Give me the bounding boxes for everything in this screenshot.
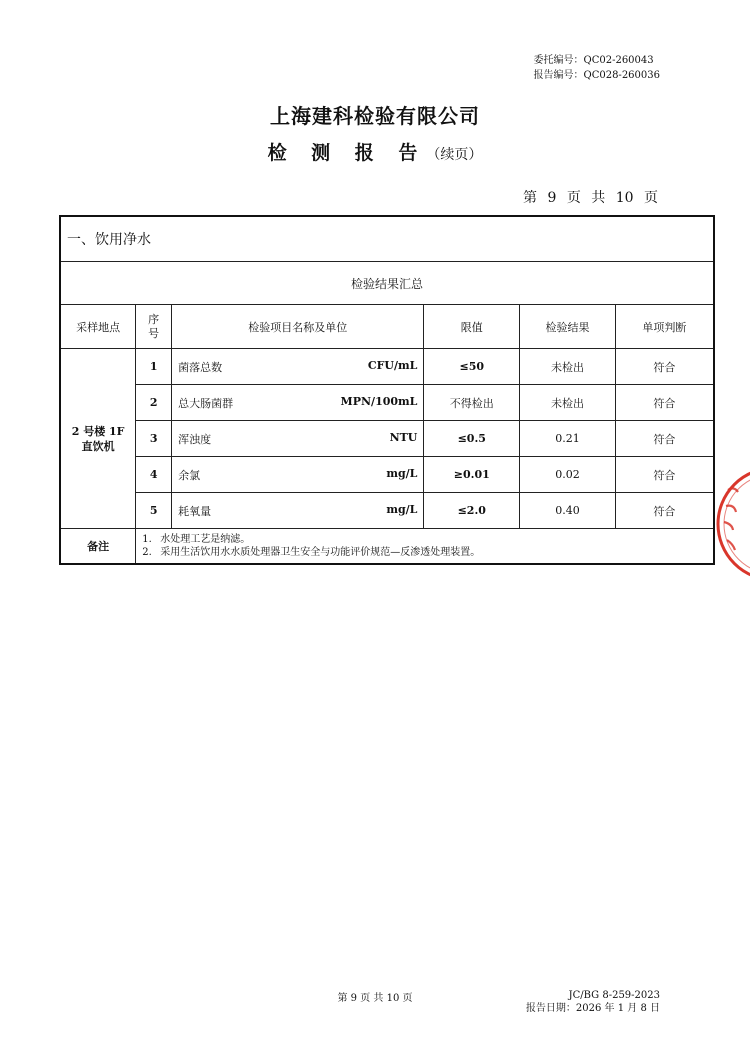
row-limit: ≤2.0 [424, 493, 520, 529]
footer-report-date: 报告日期：2026 年 1 月 8 日 [525, 1003, 660, 1014]
item-name: 浑浊度 [178, 432, 212, 446]
note-item [142, 533, 707, 546]
row-judgment: 符合 [615, 421, 714, 457]
row-judgment: 符合 [615, 493, 714, 529]
note-number: 1. [142, 534, 152, 545]
footer-doc-code: JC/BG 8-259-2023 [568, 990, 660, 1001]
note-item [142, 546, 707, 559]
col-limit-header: 限值 [424, 305, 520, 349]
location-line1: 2 号楼 1F [71, 424, 125, 438]
footer-page-indicator: 第 9 页 共 10 页 [337, 993, 413, 1004]
item-name: 菌落总数 [178, 360, 223, 374]
commission-number: 委托编号：QC02-260043 [533, 55, 654, 66]
item-name: 总大肠菌群 [178, 396, 234, 410]
note-text: 采用生活饮用水水质处理器卫生安全与功能评价规范—反渗透处理装置。 [160, 547, 481, 558]
notes-content [136, 529, 714, 565]
summary-title: 检验结果汇总 [60, 262, 714, 305]
col-seq-header-text: 序号 [148, 312, 160, 340]
row-result: 0.40 [520, 493, 616, 529]
table-row [60, 421, 714, 457]
seal-ring [718, 468, 750, 580]
col-result-header: 检验结果 [520, 305, 616, 349]
notes-row [60, 529, 714, 565]
results-table [59, 215, 715, 565]
table-row [60, 493, 714, 529]
notes-label: 备注 [60, 529, 136, 565]
item-unit: mg/L [386, 466, 418, 480]
report-title-suffix: （续页） [426, 147, 483, 163]
row-judgment: 符合 [615, 349, 714, 385]
item-unit: mg/L [386, 502, 418, 516]
row-item [172, 349, 424, 385]
row-result: 0.02 [520, 457, 616, 493]
row-item [172, 493, 424, 529]
footer-info [526, 989, 660, 1015]
page-indicator: 第 9 页 共 10 页 [523, 190, 658, 206]
item-unit: NTU [389, 430, 418, 444]
row-result: 未检出 [520, 349, 616, 385]
sampling-location [60, 349, 136, 529]
row-seq: 3 [136, 421, 172, 457]
row-limit: 不得检出 [424, 385, 520, 421]
row-limit: ≤0.5 [424, 421, 520, 457]
report-title [0, 138, 750, 165]
row-seq: 5 [136, 493, 172, 529]
report-number: 报告编号：QC028-260036 [533, 70, 660, 81]
col-judgment-header: 单项判断 [615, 305, 714, 349]
table-row [60, 385, 714, 421]
table-header-row [60, 305, 714, 349]
item-unit: MPN/100mL [340, 394, 418, 408]
official-seal-stamp [692, 462, 750, 592]
row-seq: 2 [136, 385, 172, 421]
row-limit: ≤50 [424, 349, 520, 385]
row-item [172, 385, 424, 421]
row-result: 未检出 [520, 385, 616, 421]
section-title: 一、饮用净水 [60, 216, 714, 262]
table-row [60, 349, 714, 385]
row-judgment: 符合 [615, 385, 714, 421]
report-meta [534, 53, 661, 83]
col-location-header: 采样地点 [60, 305, 136, 349]
note-number: 2. [142, 547, 152, 558]
col-item-header: 检验项目名称及单位 [172, 305, 424, 349]
table-row [60, 457, 714, 493]
row-limit: ≥0.01 [424, 457, 520, 493]
row-item [172, 421, 424, 457]
item-unit: CFU/mL [367, 358, 418, 372]
note-text: 水处理工艺是纳滤。 [160, 534, 251, 545]
row-item [172, 457, 424, 493]
item-name: 余氯 [178, 468, 201, 482]
row-judgment: 符合 [615, 457, 714, 493]
item-name: 耗氧量 [178, 504, 212, 518]
col-seq-header [136, 305, 172, 349]
row-seq: 1 [136, 349, 172, 385]
report-title-main: 检 测 报 告 [267, 142, 427, 164]
location-line2: 直饮机 [81, 439, 115, 453]
row-result: 0.21 [520, 421, 616, 457]
company-name: 上海建科检验有限公司 [270, 104, 480, 128]
row-seq: 4 [136, 457, 172, 493]
